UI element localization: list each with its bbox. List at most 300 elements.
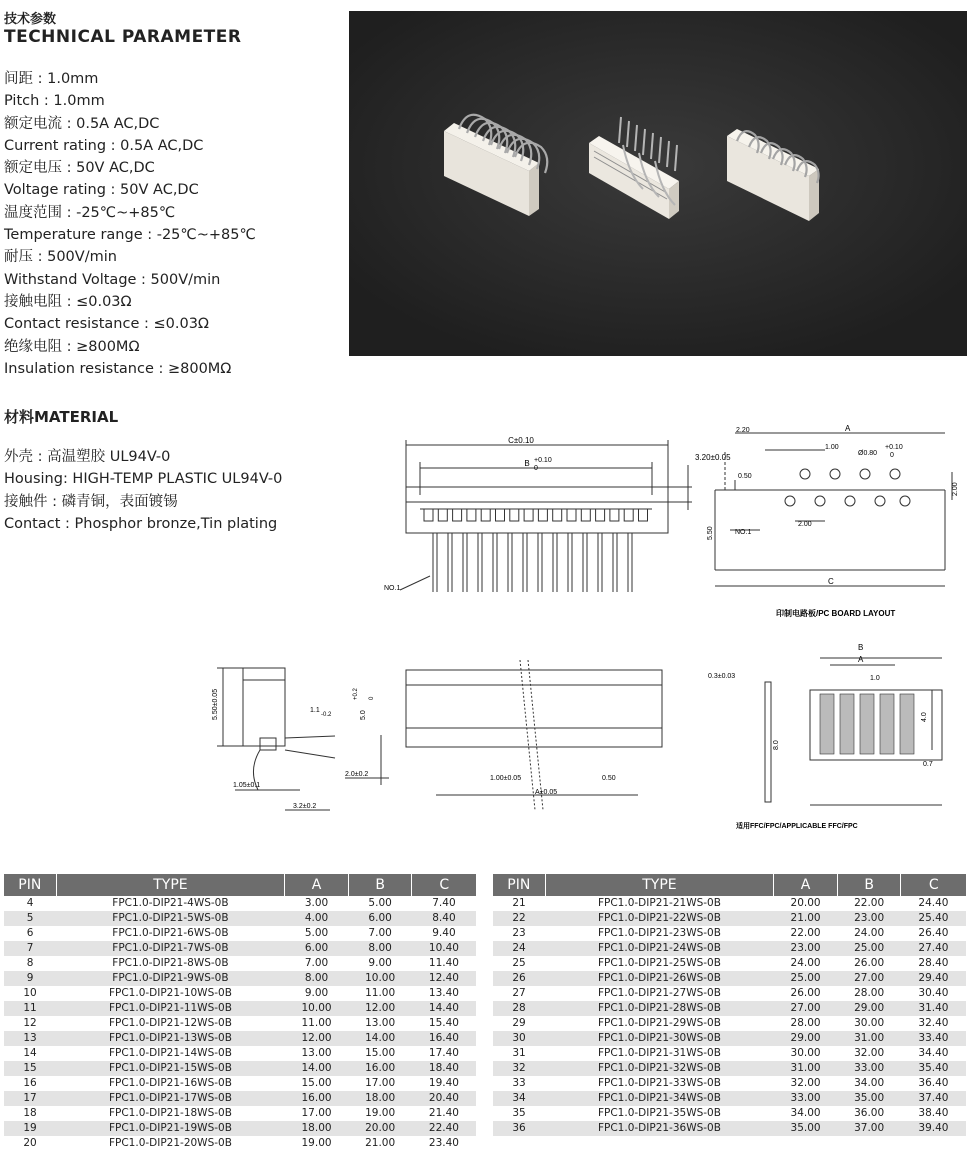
pins-front — [433, 533, 632, 592]
housing-slot — [467, 509, 476, 521]
cell-a: 3.00 — [285, 896, 349, 911]
col-b: B — [348, 874, 412, 896]
pcb-layout — [715, 433, 952, 586]
cell-a: 10.00 — [285, 1001, 349, 1016]
housing-slot — [538, 509, 547, 521]
dim-80: 8.0 — [773, 740, 780, 750]
material-line: Contact : Phosphor bronze,Tin plating — [4, 515, 278, 532]
cell-b: 30.00 — [837, 1016, 901, 1031]
cell-c: 31.40 — [901, 1001, 966, 1016]
cell-c: 33.40 — [901, 1031, 966, 1046]
housing-slot — [496, 509, 505, 521]
cell-b: 27.00 — [837, 971, 901, 986]
cell-type: FPC1.0-DIP21-21WS-0B — [545, 896, 774, 911]
cell-b: 14.00 — [348, 1031, 412, 1046]
cell-pin: 27 — [493, 986, 545, 1001]
cell-type: FPC1.0-DIP21-34WS-0B — [545, 1091, 774, 1106]
bottom-front-view — [406, 660, 662, 810]
cell-a: 27.00 — [774, 1001, 838, 1016]
cell-b: 11.00 — [348, 986, 412, 1001]
cell-b: 18.00 — [348, 1091, 412, 1106]
ffc-07: 0.7 — [923, 761, 933, 768]
cell-a: 11.00 — [285, 1016, 349, 1031]
table-row — [4, 926, 476, 941]
cell-pin: 26 — [493, 971, 545, 986]
material-line: 接触件 : 磷青铜，表面镀锡 — [4, 493, 178, 510]
cell-pin: 31 — [493, 1046, 545, 1061]
housing-slot — [567, 509, 576, 521]
cell-b: 9.00 — [348, 956, 412, 971]
dim-550: 5.50 — [707, 526, 714, 540]
spec-line: Voltage rating : 50V AC,DC — [4, 182, 199, 199]
cell-pin: 18 — [4, 1106, 56, 1121]
cell-b: 7.00 — [348, 926, 412, 941]
dim-100tol: 1.00±0.05 — [490, 775, 522, 782]
ffc-a: A — [858, 655, 864, 664]
cell-type: FPC1.0-DIP21-5WS-0B — [56, 911, 285, 926]
cell-b: 16.00 — [348, 1061, 412, 1076]
cell-pin: 24 — [493, 941, 545, 956]
spec-line: Withstand Voltage : 500V/min — [4, 271, 221, 288]
spec-list — [4, 68, 344, 380]
table-row — [493, 1091, 966, 1106]
cell-c: 25.40 — [901, 911, 966, 926]
cell-a: 6.00 — [285, 941, 349, 956]
cell-b: 24.00 — [837, 926, 901, 941]
cell-a: 31.00 — [774, 1061, 838, 1076]
cell-a: 15.00 — [285, 1076, 349, 1091]
table-row — [4, 1061, 476, 1076]
table-row — [493, 971, 966, 986]
spec-line: Temperature range : -25℃~+85℃ — [4, 227, 256, 244]
cell-type: FPC1.0-DIP21-10WS-0B — [56, 986, 285, 1001]
dim-200b: 2.00 — [798, 521, 812, 528]
dim-32: 3.2±0.2 — [293, 803, 317, 810]
dim-100: 1.00 — [825, 444, 839, 451]
cell-type: FPC1.0-DIP21-26WS-0B — [545, 971, 774, 986]
cell-b: 33.00 — [837, 1061, 901, 1076]
dim-b: B — [524, 459, 530, 468]
col-pin: PIN — [493, 874, 545, 896]
cell-b: 19.00 — [348, 1106, 412, 1121]
cell-c: 26.40 — [901, 926, 966, 941]
material-line: 外壳 : 高温塑胶 UL94V-0 — [4, 449, 171, 465]
cell-c: 18.40 — [412, 1061, 476, 1076]
cell-c: 27.40 — [901, 941, 966, 956]
cell-c: 14.40 — [412, 1001, 476, 1016]
cell-c: 38.40 — [901, 1106, 966, 1121]
spec-line: 耐压 : 500V/min — [4, 249, 117, 266]
cell-type: FPC1.0-DIP21-15WS-0B — [56, 1061, 285, 1076]
cell-c: 9.40 — [412, 926, 476, 941]
pcb-caption: 印制电路板/PC BOARD LAYOUT — [776, 609, 896, 618]
cell-a: 26.00 — [774, 986, 838, 1001]
table-row — [493, 896, 966, 911]
spec-line: 温度范围 : -25℃~+85℃ — [4, 204, 176, 221]
dim-105: 1.05±0.1 — [233, 782, 261, 789]
cell-type: FPC1.0-DIP21-12WS-0B — [56, 1016, 285, 1031]
cell-pin: 35 — [493, 1106, 545, 1121]
dim-200a: 2.00 — [952, 482, 959, 496]
dim-080: Ø0.80 — [858, 450, 878, 457]
cell-b: 5.00 — [348, 896, 412, 911]
pin-table-right — [493, 874, 966, 1151]
dim-a: A — [845, 424, 851, 433]
cell-b: 21.00 — [348, 1136, 412, 1151]
col-c: C — [412, 874, 476, 896]
no1-label: NO.1 — [384, 585, 401, 592]
cell-c: 32.40 — [901, 1016, 966, 1031]
housing-slot — [639, 509, 648, 521]
cell-c: 39.40 — [901, 1121, 966, 1136]
dim-11-sub: -0.2 — [321, 712, 332, 718]
cell-a: 25.00 — [774, 971, 838, 986]
cell-pin: 19 — [4, 1121, 56, 1136]
cell-b: 25.00 — [837, 941, 901, 956]
dim-b-sup: +0.10 — [534, 457, 552, 464]
cell-c: 34.40 — [901, 1046, 966, 1061]
table-row — [493, 1001, 966, 1016]
cell-pin: 36 — [493, 1121, 545, 1136]
cell-a: 33.00 — [774, 1091, 838, 1106]
cell-type: FPC1.0-DIP21-6WS-0B — [56, 926, 285, 941]
cell-a: 35.00 — [774, 1121, 838, 1136]
cell-type: FPC1.0-DIP21-25WS-0B — [545, 956, 774, 971]
cell-a: 4.00 — [285, 911, 349, 926]
table-row — [4, 1001, 476, 1016]
cell-pin: 11 — [4, 1001, 56, 1016]
cell-b: 28.00 — [837, 986, 901, 1001]
cell-type: FPC1.0-DIP21-20WS-0B — [56, 1136, 285, 1151]
dim-03: 0.3±0.03 — [708, 673, 736, 680]
dim-a-tol: A±0.05 — [535, 789, 558, 796]
cell-pin: 33 — [493, 1076, 545, 1091]
cell-a: 19.00 — [285, 1136, 349, 1151]
cell-type: FPC1.0-DIP21-18WS-0B — [56, 1106, 285, 1121]
table-row — [493, 986, 966, 1001]
cell-c: 28.40 — [901, 956, 966, 971]
spec-line: Contact resistance : ≤0.03Ω — [4, 316, 209, 333]
cell-c: 10.40 — [412, 941, 476, 956]
cell-c: 16.40 — [412, 1031, 476, 1046]
cell-type: FPC1.0-DIP21-14WS-0B — [56, 1046, 285, 1061]
cell-pin: 8 — [4, 956, 56, 971]
cell-b: 26.00 — [837, 956, 901, 971]
cell-type: FPC1.0-DIP21-30WS-0B — [545, 1031, 774, 1046]
table-body-right — [493, 896, 966, 1151]
cell-b: 23.00 — [837, 911, 901, 926]
cell-b: 32.00 — [837, 1046, 901, 1061]
cell-a: 23.00 — [774, 941, 838, 956]
table-row — [493, 911, 966, 926]
cell-c — [901, 1136, 966, 1151]
housing-slot — [424, 509, 433, 521]
table-row — [4, 1016, 476, 1031]
cell-a: 28.00 — [774, 1016, 838, 1031]
table-row — [493, 1061, 966, 1076]
cell-a: 29.00 — [774, 1031, 838, 1046]
cell-a: 18.00 — [285, 1121, 349, 1136]
col-a: A — [774, 874, 838, 896]
table-row — [4, 956, 476, 971]
table-row — [493, 1106, 966, 1121]
cell-pin: 29 — [493, 1016, 545, 1031]
cell-c: 23.40 — [412, 1136, 476, 1151]
material-list — [4, 446, 344, 535]
table-row — [4, 971, 476, 986]
cell-c: 29.40 — [901, 971, 966, 986]
table-row — [4, 1046, 476, 1061]
cell-type: FPC1.0-DIP21-13WS-0B — [56, 1031, 285, 1046]
cell-a: 16.00 — [285, 1091, 349, 1106]
cell-a — [774, 1136, 838, 1151]
table-row — [4, 896, 476, 911]
dim-080-sub: 0 — [890, 452, 894, 459]
cell-c: 15.40 — [412, 1016, 476, 1031]
spec-line: Insulation resistance : ≥800MΩ — [4, 360, 232, 377]
cell-pin: 30 — [493, 1031, 545, 1046]
cell-c: 36.40 — [901, 1076, 966, 1091]
dim-050: 0.50 — [738, 473, 752, 480]
cell-c: 7.40 — [412, 896, 476, 911]
cell-c: 22.40 — [412, 1121, 476, 1136]
cell-pin: 14 — [4, 1046, 56, 1061]
cell-b: 17.00 — [348, 1076, 412, 1091]
cell-type: FPC1.0-DIP21-33WS-0B — [545, 1076, 774, 1091]
ffc-caption: 适用FFC/FPC/APPLICABLE FFC/FPC — [736, 823, 858, 830]
cell-a: 8.00 — [285, 971, 349, 986]
cell-a: 9.00 — [285, 986, 349, 1001]
cell-c: 24.40 — [901, 896, 966, 911]
dim-50-sup: +0.2 — [353, 688, 359, 700]
dim-c-tol: C±0.10 — [508, 436, 534, 445]
cell-type: FPC1.0-DIP21-23WS-0B — [545, 926, 774, 941]
ffc-40: 4.0 — [921, 712, 928, 722]
cell-pin: 13 — [4, 1031, 56, 1046]
cell-type: FPC1.0-DIP21-24WS-0B — [545, 941, 774, 956]
spec-line: 额定电流 : 0.5A AC,DC — [4, 115, 160, 132]
cell-b: 10.00 — [348, 971, 412, 986]
material-line: Housing: HIGH-TEMP PLASTIC UL94V-0 — [4, 471, 283, 488]
table-row — [493, 1136, 966, 1151]
cell-pin: 4 — [4, 896, 56, 911]
cell-c: 21.40 — [412, 1106, 476, 1121]
cell-a: 14.00 — [285, 1061, 349, 1076]
dim-b-sub: 0 — [534, 465, 538, 472]
dim-50: 5.0 — [360, 710, 367, 720]
spec-line: Pitch : 1.0mm — [4, 93, 105, 110]
table-row — [493, 941, 966, 956]
cell-c: 35.40 — [901, 1061, 966, 1076]
spec-line: 额定电压 : 50V AC,DC — [4, 160, 155, 177]
table-row — [4, 1076, 476, 1091]
table-row — [4, 1031, 476, 1046]
ffc-b: B — [858, 643, 864, 652]
cell-type: FPC1.0-DIP21-32WS-0B — [545, 1061, 774, 1076]
cell-b: 22.00 — [837, 896, 901, 911]
table-row — [4, 1091, 476, 1106]
cell-b: 34.00 — [837, 1076, 901, 1091]
spec-line: 绝缘电阻 : ≥800MΩ — [4, 338, 140, 355]
dim-50-sub: 0 — [369, 696, 375, 700]
pcb-holes — [785, 469, 910, 506]
no1-pcb: NO.1 — [735, 529, 752, 536]
cell-type: FPC1.0-DIP21-31WS-0B — [545, 1046, 774, 1061]
table-row — [493, 1031, 966, 1046]
cell-type — [545, 1136, 774, 1151]
housing-slot — [581, 509, 590, 521]
cell-pin: 28 — [493, 1001, 545, 1016]
cell-pin: 20 — [4, 1136, 56, 1151]
material-title: 材料MATERIAL — [4, 408, 119, 426]
col-c: C — [901, 874, 966, 896]
table-row — [4, 1136, 476, 1151]
col-pin: PIN — [4, 874, 56, 896]
table-row — [4, 1106, 476, 1121]
cell-a: 13.00 — [285, 1046, 349, 1061]
table-header-row — [493, 874, 966, 896]
dim-11: 1.1 — [310, 707, 320, 714]
cell-pin: 25 — [493, 956, 545, 971]
table-row — [493, 926, 966, 941]
housing-slot — [510, 509, 519, 521]
cell-pin: 34 — [493, 1091, 545, 1106]
cell-a: 5.00 — [285, 926, 349, 941]
pin-table-left — [4, 874, 476, 1151]
cell-pin — [493, 1136, 545, 1151]
cell-c: 30.40 — [901, 986, 966, 1001]
dim-320: 3.20±0.05 — [695, 453, 731, 462]
dim-050b: 0.50 — [602, 775, 616, 782]
cell-c: 37.40 — [901, 1091, 966, 1106]
table-row — [4, 911, 476, 926]
cell-type: FPC1.0-DIP21-8WS-0B — [56, 956, 285, 971]
table-body-left — [4, 896, 476, 1151]
dim-c: C — [828, 577, 834, 586]
cell-c: 12.40 — [412, 971, 476, 986]
spec-line: Current rating : 0.5A AC,DC — [4, 137, 204, 154]
cell-b: 6.00 — [348, 911, 412, 926]
cell-b: 37.00 — [837, 1121, 901, 1136]
cell-a: 12.00 — [285, 1031, 349, 1046]
cell-pin: 32 — [493, 1061, 545, 1076]
title-en: TECHNICAL PARAMETER — [4, 27, 242, 47]
table-row — [4, 1121, 476, 1136]
cell-type: FPC1.0-DIP21-17WS-0B — [56, 1091, 285, 1106]
table-row — [493, 1076, 966, 1091]
dim-220: 2.20 — [736, 427, 750, 434]
cell-type: FPC1.0-DIP21-29WS-0B — [545, 1016, 774, 1031]
cell-c: 20.40 — [412, 1091, 476, 1106]
table-header-row — [4, 874, 476, 896]
cell-a: 20.00 — [774, 896, 838, 911]
housing-slot — [596, 509, 605, 521]
cell-b: 15.00 — [348, 1046, 412, 1061]
cell-pin: 6 — [4, 926, 56, 941]
cell-pin: 7 — [4, 941, 56, 956]
dim-080-sup: +0.10 — [885, 444, 903, 451]
product-photo — [349, 11, 967, 356]
cell-a: 7.00 — [285, 956, 349, 971]
cell-pin: 21 — [493, 896, 545, 911]
cell-c: 11.40 — [412, 956, 476, 971]
cell-type: FPC1.0-DIP21-35WS-0B — [545, 1106, 774, 1121]
col-type: TYPE — [545, 874, 774, 896]
housing-slot — [438, 509, 447, 521]
cell-pin: 10 — [4, 986, 56, 1001]
housing-slot — [453, 509, 462, 521]
cell-b — [837, 1136, 901, 1151]
cell-a: 22.00 — [774, 926, 838, 941]
dim-550tol: 5.50±0.05 — [212, 688, 219, 720]
cell-type: FPC1.0-DIP21-16WS-0B — [56, 1076, 285, 1091]
cell-type: FPC1.0-DIP21-9WS-0B — [56, 971, 285, 986]
ffc-contacts — [820, 694, 914, 754]
cell-a: 34.00 — [774, 1106, 838, 1121]
cell-type: FPC1.0-DIP21-28WS-0B — [545, 1001, 774, 1016]
col-a: A — [285, 874, 349, 896]
side-view-drawing — [205, 660, 400, 820]
cell-type: FPC1.0-DIP21-7WS-0B — [56, 941, 285, 956]
cell-b: 36.00 — [837, 1106, 901, 1121]
title-cn: 技术参数 — [4, 12, 57, 27]
cell-a: 24.00 — [774, 956, 838, 971]
cell-c: 13.40 — [412, 986, 476, 1001]
housing-slot — [624, 509, 633, 521]
technical-drawings — [340, 410, 970, 830]
table-row — [493, 1046, 966, 1061]
cell-pin: 5 — [4, 911, 56, 926]
connector-photo-illustration — [349, 11, 967, 356]
cell-type: FPC1.0-DIP21-36WS-0B — [545, 1121, 774, 1136]
cell-b: 31.00 — [837, 1031, 901, 1046]
cell-pin: 22 — [493, 911, 545, 926]
col-type: TYPE — [56, 874, 285, 896]
table-row — [493, 1121, 966, 1136]
spec-line: 接触电阻 : ≤0.03Ω — [4, 293, 132, 310]
cell-pin: 16 — [4, 1076, 56, 1091]
spec-line: 间距 : 1.0mm — [4, 71, 99, 87]
col-b: B — [837, 874, 901, 896]
ffc-10: 1.0 — [870, 675, 880, 682]
table-row — [493, 1016, 966, 1031]
cell-b: 12.00 — [348, 1001, 412, 1016]
housing-slot — [553, 509, 562, 521]
cell-pin: 23 — [493, 926, 545, 941]
cell-type: FPC1.0-DIP21-4WS-0B — [56, 896, 285, 911]
housing-slot — [610, 509, 619, 521]
cell-c: 8.40 — [412, 911, 476, 926]
table-row — [4, 986, 476, 1001]
housing-slot — [481, 509, 490, 521]
cell-a: 21.00 — [774, 911, 838, 926]
housing-slot — [524, 509, 533, 521]
cell-type: FPC1.0-DIP21-22WS-0B — [545, 911, 774, 926]
dim-20: 2.0±0.2 — [345, 771, 369, 778]
cell-b: 8.00 — [348, 941, 412, 956]
cell-b: 13.00 — [348, 1016, 412, 1031]
cell-c: 17.40 — [412, 1046, 476, 1061]
cell-a: 17.00 — [285, 1106, 349, 1121]
cell-pin: 15 — [4, 1061, 56, 1076]
cell-pin: 17 — [4, 1091, 56, 1106]
cell-type: FPC1.0-DIP21-19WS-0B — [56, 1121, 285, 1136]
cell-c: 19.40 — [412, 1076, 476, 1091]
cell-b: 20.00 — [348, 1121, 412, 1136]
cell-pin: 9 — [4, 971, 56, 986]
cell-type: FPC1.0-DIP21-11WS-0B — [56, 1001, 285, 1016]
cell-a: 30.00 — [774, 1046, 838, 1061]
